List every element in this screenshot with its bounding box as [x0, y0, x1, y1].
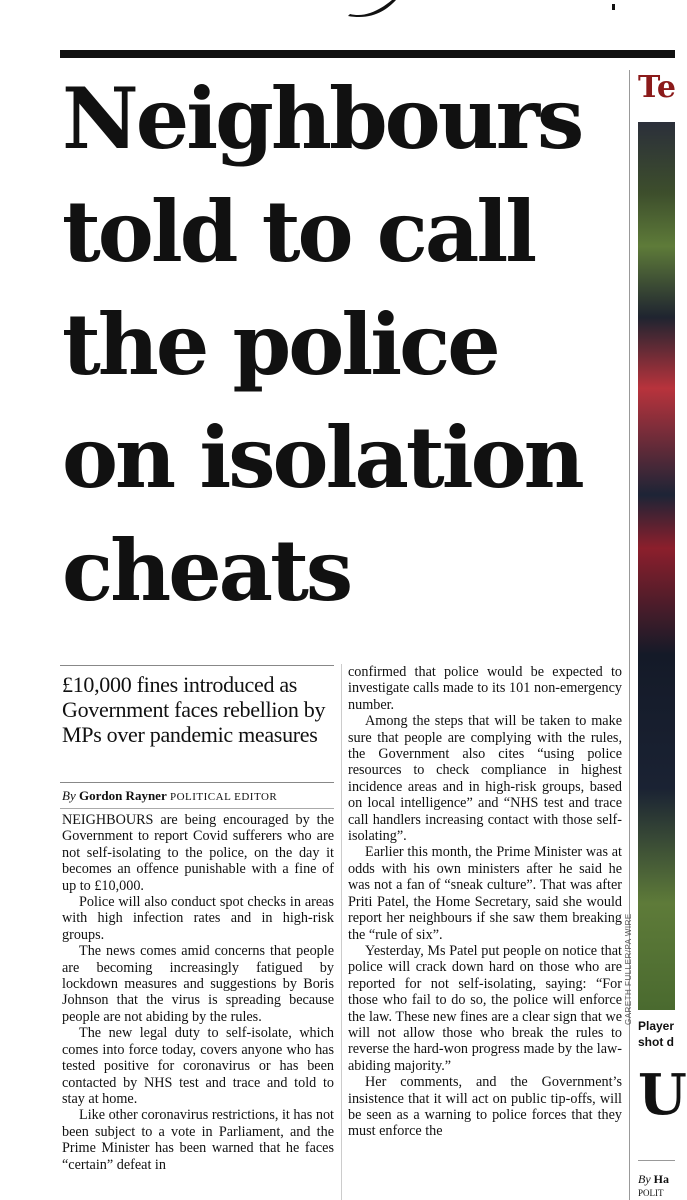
- article-paragraph: The news comes amid concerns that people are becoming increasingly fatigued by lockdown measures and suggestions by Boris Johnson that the virus is spreading because people are not abiding by the rules.: [62, 943, 334, 1025]
- masthead-rule: [60, 50, 675, 58]
- adjacent-rule: [638, 1160, 675, 1161]
- adjacent-photo: [638, 122, 675, 1010]
- article-paragraph: Like other coronavirus restrictions, it has not been subject to a vote in Parliament, and the Prime Minister has been warned that he faces “certain” defeat in: [62, 1107, 334, 1173]
- article-paragraph: Police will also conduct spot checks in areas with high infection rates and in high-risk groups.: [62, 894, 334, 943]
- adjacent-byline-name: Ha: [653, 1172, 669, 1186]
- caption-line: shot d: [638, 1035, 674, 1049]
- photo-credit: GARETH FULLER/PA WIRE: [624, 913, 633, 1025]
- article-paragraph: confirmed that police would be expected to investigate calls made to its 101 non-emergency number.: [348, 664, 622, 713]
- article-paragraph: The new legal duty to self-isolate, which comes into force today, covers anyone who has tested positive for coronavirus or has been contacted by NHS test and trace and told to stay at home.: [62, 1025, 334, 1107]
- byline-by: By: [62, 788, 76, 803]
- headline-line: Neighbours: [62, 69, 582, 168]
- headline-line: on isolation: [62, 408, 582, 507]
- article-paragraph: Her comments, and the Government’s insistence that it will act on public tip-offs, will be seen as a warning to police forces that they must enforce the: [348, 1074, 622, 1140]
- byline-author: Gordon Rayner: [78, 788, 167, 803]
- masthead-flourish: [330, 0, 410, 18]
- headline-line: the police: [62, 295, 498, 394]
- article-paragraph: NEIGHBOURS are being encouraged by the Government to report Covid sufferers who are not self-isolating to the police, on the day it becomes an offence punishable with a fine of up to £10,000.: [62, 812, 334, 894]
- article-paragraph: Yesterday, Ms Patel put people on notice that police will crack down hard on those who are reported for not self-isolating, saying: “For those who fail to do so, the police will enforce the law. These new fines are a clear sign that we will not allow those who break the rules to reverse the hard-won progress made by the law-abiding majority.”: [348, 942, 622, 1074]
- masthead-mark: [612, 4, 615, 10]
- adjacent-byline-role: POLIT: [638, 1188, 664, 1198]
- headline-line: cheats: [62, 521, 351, 620]
- adjacent-byline: [638, 1172, 675, 1200]
- adjacent-story-rule: [629, 70, 630, 1200]
- article-column-2: [348, 664, 622, 1200]
- adjacent-story-title: Te: [638, 70, 676, 105]
- standfirst-rule: [60, 665, 334, 666]
- caption-line: Player: [638, 1019, 675, 1033]
- standfirst: £10,000 fines introduced as Government faces rebellion by MPs over pandemic measures: [62, 672, 326, 747]
- byline-rule: [60, 808, 334, 809]
- adjacent-byline-by: By: [638, 1172, 651, 1186]
- adjacent-photo-caption: [638, 1018, 675, 1050]
- byline: [62, 788, 334, 805]
- article-column-1: [62, 812, 334, 1200]
- column-divider: [341, 664, 342, 1200]
- headline-line: told to call: [62, 182, 535, 281]
- byline-role: POLITICAL EDITOR: [169, 791, 278, 803]
- headline: [62, 62, 622, 627]
- article-paragraph: Earlier this month, the Prime Minister was at odds with his own ministers after he said he was not a fan of “sneak culture”. That was after Priti Patel, the Home Secretary, said she would report her neighbours if she saw them breaking the “rule of six”.: [348, 844, 622, 943]
- adjacent-headline: U: [638, 1062, 687, 1128]
- article-paragraph: Among the steps that will be taken to make sure that people are complying with the rules, the Government also cites “using police resources to check compliance in highest incidence areas and in high-risk groups, based on local intelligence” and “NHS test and trace call handlers increasing contact with those self-isolating”.: [348, 713, 622, 845]
- standfirst-rule: [60, 782, 334, 783]
